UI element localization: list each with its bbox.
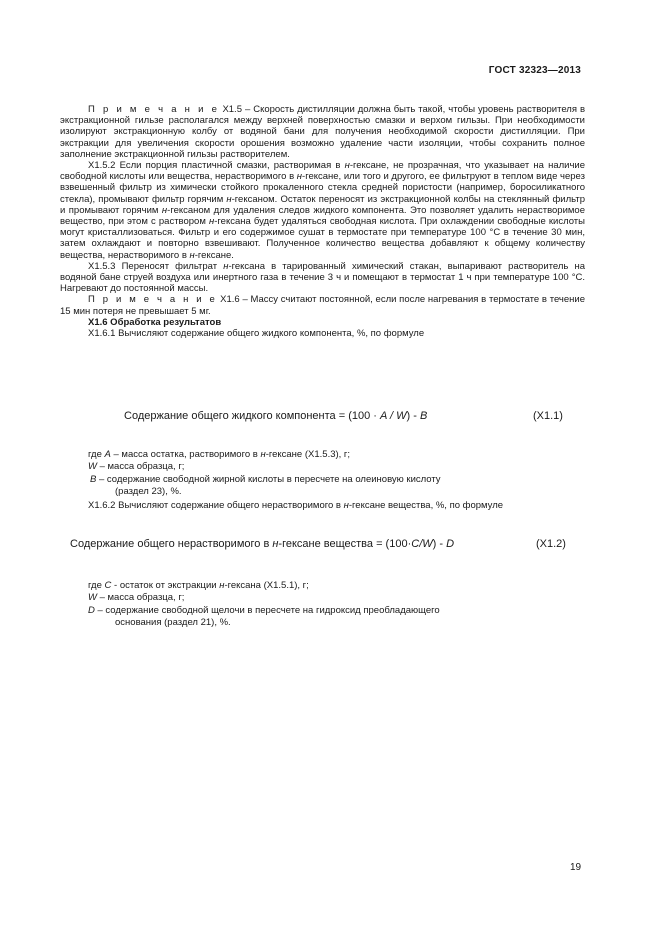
def-w: W – масса образца, г; <box>88 461 185 473</box>
def-a: где A – масса остатка, растворимого в н-гексане (Х1.5.3), г; <box>88 449 351 460</box>
main-text <box>60 104 585 339</box>
formula-number: (Х1.2) <box>536 538 566 550</box>
note-label: П р и м е ч а н и е <box>88 294 218 306</box>
formula-expression: Содержание общего нерастворимого в н-гексане вещества = (100·C/W) - D <box>70 538 455 550</box>
paragraph-x1-6-2-wrap <box>60 500 585 512</box>
formula-x1-2-definitions <box>88 580 548 629</box>
note-x1-5: П р и м е ч а н и е Х1.5 – Скорость дистилляции должна быть такой, чтобы уровень растворителя в экстракционной гильзе располагался между верхней поверхностью смазки и верхом гильзы. При необходимости изолируют экстракционную колбу от водяной бани для получения необходимой скорости дистилляции. При экстракции для увеличения скорости орошения возможно удаление части изоляции, чтобы сохранить полное заполнение экстракционной гильзы растворителем. <box>60 104 585 160</box>
def-w: W – масса образца, г; <box>88 592 185 604</box>
paragraph-x1-6-2: Х1.6.2 Вычисляют содержание общего нерастворимого в н-гексане вещества, %, по формуле <box>88 500 504 511</box>
formula-expression: Содержание общего жидкого компонента = (100 · A / W) - B <box>124 410 428 422</box>
formula-x1-1-definitions <box>88 449 548 498</box>
def-c: где C - остаток от экстракции н-гексана (Х1.5.1), г; <box>88 580 309 591</box>
paragraph-x1-5-2: Х1.5.2 Если порция пластичной смазки, растворимая в н-гексане, не прозрачная, что указывает на наличие свободной кислоты или вещества, нерастворимого в н-гексане, или того и другого, ее фильтруют в теплом виде через взвешенный фильтр из химически стойкого прокаленного стекла средней пористости (например, боросиликатного стекла), промывают фильтр горячим н-гексаном. Остаток переносят из экстракционной колбы на стеклянный фильтр и промывают горячим н-гексаном для удаления следов жидкого компонента. Это позволяет удалить нерастворимое вещество, при этом с раствором н-гексана будет удаляться свободная кислота. При охлаждении свободные кислоты могут кристаллизоваться. Фильтр и его содержимое сушат в термостате при температуре 100 °С в течение 30 мин, затем охлаждают и повторно взвешивают. Полученное количество вещества добавляют к общему количеству вещества, нерастворимого в н-гексане. <box>60 160 585 261</box>
section-title: Х1.6 Обработка результатов <box>88 316 222 328</box>
paragraph-x1-6-1: Х1.6.1 Вычисляют содержание общего жидкого компонента, %, по формуле <box>88 328 425 340</box>
formula-number: (Х1.1) <box>533 410 563 422</box>
def-b: В – содержание свободной жирной кислоты в пересчете на олеиновую кислоту <box>90 473 441 485</box>
note-label: П р и м е ч а н и е <box>88 104 220 115</box>
page-number: 19 <box>570 862 582 873</box>
note-x1-6: П р и м е ч а н и е Х1.6 – Массу считают постоянной, если после нагревания в термостате в течение 15 мин потеря не превышает 5 мг. <box>60 294 585 317</box>
def-d-cont: основания (раздел 21), %. <box>115 616 231 628</box>
def-d: D – содержание свободной щелочи в пересчете на гидроксид преобладающего <box>88 604 440 616</box>
def-b-cont: (раздел 23), %. <box>115 485 182 497</box>
document-code: ГОСТ 32323—2013 <box>488 65 581 76</box>
paragraph-x1-5-3: Х1.5.3 Переносят фильтрат н-гексана в тарированный химический стакан, выпаривают растворитель на водяной бане струей воздуха или инертного газа в течение 3 ч и помещают в термостат 1 ч при температуре 100 °С. Нагревают до постоянной массы. <box>60 260 585 295</box>
